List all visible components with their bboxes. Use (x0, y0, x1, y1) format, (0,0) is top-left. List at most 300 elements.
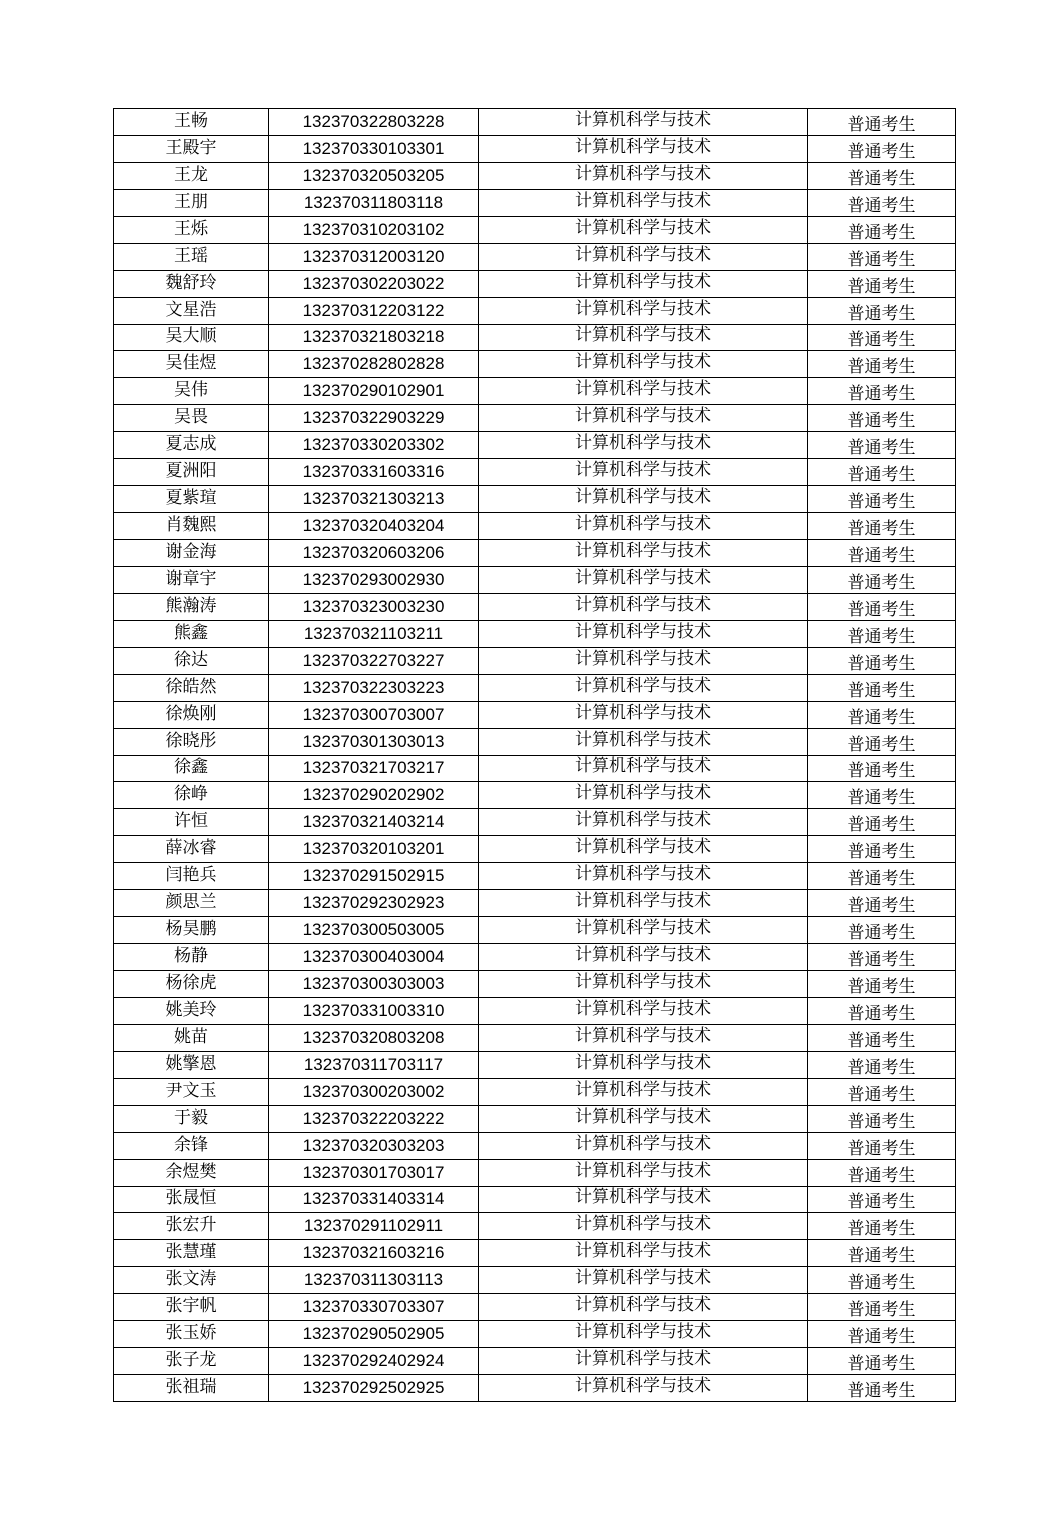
candidate-type-text: 普通考生 (847, 1354, 916, 1375)
exam-number-text: 132370322903229 (302, 408, 445, 428)
major-text: 计算机科学与技术 (575, 837, 711, 858)
table-row (114, 890, 956, 917)
candidate-name-cell (114, 728, 269, 755)
candidate-type-cell (808, 809, 956, 836)
exam-number-text: 132370292502925 (302, 1378, 445, 1398)
exam-number-cell (269, 836, 479, 863)
candidate-name-text: 徐皓然 (165, 676, 217, 697)
exam-number-cell (269, 782, 479, 809)
table-row (114, 728, 956, 755)
exam-number-cell (269, 1078, 479, 1105)
exam-number-cell (269, 1213, 479, 1240)
major-text: 计算机科学与技术 (575, 190, 711, 211)
exam-number-cell (269, 297, 479, 324)
candidate-type-cell (808, 243, 956, 270)
candidate-type-cell (808, 1294, 956, 1321)
candidate-name-text: 杨昊鹏 (165, 919, 217, 940)
major-cell (479, 1348, 808, 1375)
major-cell (479, 540, 808, 567)
candidate-type-text: 普通考生 (847, 465, 916, 486)
major-text: 计算机科学与技术 (575, 1133, 711, 1154)
candidate-type-text: 普通考生 (847, 761, 916, 782)
candidate-name-text: 熊鑫 (174, 622, 208, 643)
candidate-name-cell (114, 647, 269, 674)
candidate-type-text: 普通考生 (847, 1057, 916, 1078)
candidate-name-cell (114, 405, 269, 432)
candidate-name-cell (114, 351, 269, 378)
exam-number-cell (269, 917, 479, 944)
major-cell (479, 782, 808, 809)
exam-number-cell (269, 459, 479, 486)
candidate-name-cell (114, 1375, 269, 1402)
candidate-type-cell (808, 728, 956, 755)
exam-number-text: 132370300703007 (302, 704, 445, 724)
major-cell (479, 1375, 808, 1402)
candidate-name-cell (114, 809, 269, 836)
candidate-type-text: 普通考生 (847, 572, 916, 593)
major-text: 计算机科学与技术 (575, 271, 711, 292)
major-cell (479, 1321, 808, 1348)
major-cell (479, 890, 808, 917)
table-row (114, 1105, 956, 1132)
candidate-name-cell (114, 1321, 269, 1348)
candidate-name-cell (114, 1105, 269, 1132)
candidate-name-text: 姚苗 (174, 1026, 208, 1047)
candidate-table (113, 108, 956, 1402)
exam-number-cell (269, 1348, 479, 1375)
candidate-type-text: 普通考生 (847, 519, 916, 540)
table-row (114, 1186, 956, 1213)
exam-number-text: 132370292402924 (302, 1351, 445, 1371)
candidate-name-text: 徐焕刚 (165, 703, 217, 724)
major-cell (479, 593, 808, 620)
exam-number-cell (269, 701, 479, 728)
candidate-type-text: 普通考生 (847, 599, 916, 620)
major-text: 计算机科学与技术 (575, 864, 711, 885)
exam-number-cell (269, 944, 479, 971)
table-row (114, 1024, 956, 1051)
candidate-name-text: 余锋 (174, 1134, 208, 1155)
exam-number-text: 132370321103211 (303, 623, 444, 643)
major-text: 计算机科学与技术 (575, 217, 711, 238)
candidate-name-cell (114, 674, 269, 701)
candidate-type-cell (808, 1186, 956, 1213)
candidate-name-cell (114, 1267, 269, 1294)
table-row (114, 593, 956, 620)
candidate-type-cell (808, 459, 956, 486)
candidate-name-text: 谢金海 (165, 541, 217, 562)
exam-number-text: 132370290202902 (302, 785, 445, 805)
candidate-name-text: 王畅 (174, 110, 208, 131)
exam-number-cell (269, 405, 479, 432)
candidate-name-cell (114, 863, 269, 890)
exam-number-text: 132370301703017 (302, 1162, 445, 1182)
candidate-type-cell (808, 755, 956, 782)
table-row (114, 620, 956, 647)
candidate-type-cell (808, 189, 956, 216)
candidate-name-cell (114, 162, 269, 189)
candidate-type-cell (808, 378, 956, 405)
exam-number-cell (269, 593, 479, 620)
candidate-name-text: 吴畏 (174, 407, 208, 428)
candidate-name-cell (114, 1078, 269, 1105)
candidate-name-cell (114, 270, 269, 297)
candidate-type-cell (808, 566, 956, 593)
candidate-type-text: 普通考生 (847, 734, 916, 755)
exam-number-cell (269, 189, 479, 216)
major-cell (479, 566, 808, 593)
exam-number-text: 132370321703217 (302, 758, 445, 778)
candidate-type-cell (808, 1105, 956, 1132)
major-text: 计算机科学与技术 (575, 1349, 711, 1370)
major-text: 计算机科学与技术 (575, 1322, 711, 1343)
candidate-name-text: 夏洲阳 (165, 461, 217, 482)
major-text: 计算机科学与技术 (575, 1268, 711, 1289)
candidate-name-cell (114, 297, 269, 324)
exam-number-text: 132370312003120 (302, 246, 445, 266)
candidate-name-text: 熊瀚涛 (165, 595, 217, 616)
major-text: 计算机科学与技术 (575, 379, 711, 400)
candidate-type-cell (808, 351, 956, 378)
major-text: 计算机科学与技术 (575, 891, 711, 912)
candidate-name-cell (114, 836, 269, 863)
table-row (114, 917, 956, 944)
candidate-type-cell (808, 647, 956, 674)
candidate-name-cell (114, 944, 269, 971)
major-text: 计算机科学与技术 (575, 594, 711, 615)
table-row (114, 701, 956, 728)
major-text: 计算机科学与技术 (575, 971, 711, 992)
major-text: 计算机科学与技术 (575, 918, 711, 939)
candidate-type-cell (808, 593, 956, 620)
candidate-type-text: 普通考生 (847, 950, 916, 971)
major-text: 计算机科学与技术 (575, 567, 711, 588)
exam-number-text: 132370293002930 (302, 569, 445, 589)
exam-number-text: 132370321803218 (302, 327, 445, 347)
major-cell (479, 513, 808, 540)
candidate-type-text: 普通考生 (847, 842, 916, 863)
candidate-type-text: 普通考生 (847, 411, 916, 432)
major-text: 计算机科学与技术 (575, 1241, 711, 1262)
table-row (114, 1348, 956, 1375)
table-row (114, 1240, 956, 1267)
candidate-name-cell (114, 135, 269, 162)
exam-number-cell (269, 270, 479, 297)
major-text: 计算机科学与技术 (575, 998, 711, 1019)
table-row (114, 755, 956, 782)
candidate-name-cell (114, 486, 269, 513)
exam-number-cell (269, 1024, 479, 1051)
candidate-name-text: 张文涛 (165, 1269, 217, 1290)
candidate-type-cell (808, 782, 956, 809)
candidate-type-text: 普通考生 (847, 168, 916, 189)
candidate-type-text: 普通考生 (847, 222, 916, 243)
exam-number-text: 132370290102901 (302, 381, 445, 401)
candidate-name-text: 吴佳煜 (165, 353, 217, 374)
table-row (114, 647, 956, 674)
candidate-type-cell (808, 405, 956, 432)
candidate-type-cell (808, 486, 956, 513)
table-row (114, 162, 956, 189)
exam-number-text: 132370330203302 (302, 435, 445, 455)
candidate-name-cell (114, 701, 269, 728)
exam-number-text: 132370331003310 (302, 1000, 445, 1020)
exam-number-cell (269, 324, 479, 351)
major-text: 计算机科学与技术 (575, 540, 711, 561)
major-text: 计算机科学与技术 (575, 460, 711, 481)
exam-number-cell (269, 1321, 479, 1348)
exam-number-text: 132370323003230 (302, 596, 445, 616)
major-cell (479, 997, 808, 1024)
major-text: 计算机科学与技术 (575, 406, 711, 427)
exam-number-text: 132370302203022 (302, 273, 445, 293)
candidate-type-text: 普通考生 (847, 896, 916, 917)
major-cell (479, 189, 808, 216)
candidate-name-text: 张祖瑞 (165, 1377, 217, 1398)
exam-number-text: 132370311803118 (303, 192, 444, 212)
candidate-name-cell (114, 917, 269, 944)
candidate-type-text: 普通考生 (847, 384, 916, 405)
table-row (114, 1213, 956, 1240)
exam-number-text: 132370292302923 (302, 893, 445, 913)
candidate-type-text: 普通考生 (847, 249, 916, 270)
exam-number-cell (269, 1132, 479, 1159)
candidate-name-text: 王烁 (174, 218, 208, 239)
candidate-type-text: 普通考生 (847, 330, 916, 351)
candidate-name-text: 于毅 (174, 1107, 208, 1128)
major-cell (479, 1051, 808, 1078)
table-row (114, 109, 956, 136)
major-text: 计算机科学与技术 (575, 810, 711, 831)
table-row (114, 540, 956, 567)
table-row (114, 836, 956, 863)
candidate-name-text: 张玉娇 (165, 1323, 217, 1344)
major-cell (479, 701, 808, 728)
candidate-type-cell (808, 324, 956, 351)
candidate-type-text: 普通考生 (847, 707, 916, 728)
major-cell (479, 836, 808, 863)
candidate-type-text: 普通考生 (847, 1165, 916, 1186)
major-cell (479, 351, 808, 378)
major-cell (479, 1240, 808, 1267)
candidate-type-cell (808, 432, 956, 459)
candidate-type-cell (808, 1213, 956, 1240)
exam-number-text: 132370320403204 (302, 516, 445, 536)
major-cell (479, 324, 808, 351)
candidate-name-cell (114, 324, 269, 351)
candidate-type-cell (808, 216, 956, 243)
candidate-type-text: 普通考生 (847, 680, 916, 701)
exam-number-cell (269, 1051, 479, 1078)
exam-number-cell (269, 135, 479, 162)
candidate-name-text: 魏舒玲 (165, 272, 217, 293)
candidate-name-cell (114, 890, 269, 917)
candidate-name-cell (114, 432, 269, 459)
major-cell (479, 674, 808, 701)
candidate-type-text: 普通考生 (847, 1111, 916, 1132)
candidate-type-text: 普通考生 (847, 1381, 916, 1402)
exam-number-text: 132370322703227 (302, 650, 445, 670)
major-cell (479, 917, 808, 944)
major-cell (479, 459, 808, 486)
major-text: 计算机科学与技术 (575, 675, 711, 696)
major-cell (479, 1159, 808, 1186)
candidate-name-cell (114, 1024, 269, 1051)
exam-number-text: 132370330703307 (302, 1297, 445, 1317)
major-text: 计算机科学与技术 (575, 648, 711, 669)
candidate-name-cell (114, 189, 269, 216)
exam-number-text: 132370320603206 (302, 542, 445, 562)
candidate-type-cell (808, 701, 956, 728)
candidate-name-text: 王瑶 (174, 245, 208, 266)
exam-number-text: 132370322803228 (302, 111, 445, 131)
major-text: 计算机科学与技术 (575, 756, 711, 777)
major-text: 计算机科学与技术 (575, 163, 711, 184)
exam-number-text: 132370321303213 (302, 489, 445, 509)
candidate-name-text: 张宇帆 (165, 1296, 217, 1317)
exam-number-cell (269, 513, 479, 540)
candidate-type-text: 普通考生 (847, 1246, 916, 1267)
candidate-type-text: 普通考生 (847, 141, 916, 162)
exam-number-cell (269, 162, 479, 189)
candidate-type-cell (808, 1267, 956, 1294)
major-cell (479, 809, 808, 836)
candidate-name-text: 杨徐虎 (165, 972, 217, 993)
table-row (114, 1321, 956, 1348)
table-row (114, 324, 956, 351)
candidate-type-text: 普通考生 (847, 976, 916, 997)
candidate-type-cell (808, 1024, 956, 1051)
candidate-type-text: 普通考生 (847, 1273, 916, 1294)
candidate-type-cell (808, 135, 956, 162)
exam-number-cell (269, 863, 479, 890)
exam-number-text: 132370330103301 (302, 138, 445, 158)
major-cell (479, 755, 808, 782)
candidate-name-cell (114, 378, 269, 405)
exam-number-cell (269, 620, 479, 647)
exam-number-cell (269, 1186, 479, 1213)
major-cell (479, 944, 808, 971)
candidate-type-text: 普通考生 (847, 653, 916, 674)
major-text: 计算机科学与技术 (575, 729, 711, 750)
candidate-name-text: 王朋 (174, 191, 208, 212)
exam-number-cell (269, 1240, 479, 1267)
exam-number-text: 132370291102911 (303, 1216, 444, 1236)
candidate-type-cell (808, 513, 956, 540)
exam-number-cell (269, 432, 479, 459)
table-row (114, 378, 956, 405)
major-cell (479, 620, 808, 647)
table-row (114, 863, 956, 890)
exam-number-text: 132370320303203 (302, 1135, 445, 1155)
major-text: 计算机科学与技术 (575, 433, 711, 454)
table-row (114, 782, 956, 809)
major-cell (479, 1267, 808, 1294)
candidate-name-text: 谢章宇 (165, 568, 217, 589)
candidate-name-text: 吴伟 (174, 380, 208, 401)
exam-number-text: 132370321403214 (302, 812, 445, 832)
candidate-type-text: 普通考生 (847, 1192, 916, 1213)
candidate-type-cell (808, 944, 956, 971)
table-row (114, 971, 956, 998)
exam-number-text: 132370290502905 (302, 1324, 445, 1344)
table-row (114, 486, 956, 513)
major-text: 计算机科学与技术 (575, 1160, 711, 1181)
candidate-name-text: 颜思兰 (165, 892, 217, 913)
exam-number-text: 132370300403004 (302, 947, 445, 967)
major-cell (479, 1105, 808, 1132)
candidate-name-cell (114, 1132, 269, 1159)
candidate-name-text: 徐晓彤 (165, 730, 217, 751)
major-cell (479, 1294, 808, 1321)
candidate-type-cell (808, 1375, 956, 1402)
candidate-type-text: 普通考生 (847, 357, 916, 378)
exam-number-cell (269, 216, 479, 243)
table-row (114, 1078, 956, 1105)
candidate-name-cell (114, 216, 269, 243)
table-row (114, 459, 956, 486)
candidate-type-text: 普通考生 (847, 1300, 916, 1321)
exam-number-text: 132370300303003 (302, 973, 445, 993)
candidate-name-cell (114, 1213, 269, 1240)
exam-number-text: 132370301303013 (302, 731, 445, 751)
exam-number-cell (269, 890, 479, 917)
table-row (114, 1375, 956, 1402)
candidate-type-text: 普通考生 (847, 492, 916, 513)
major-cell (479, 486, 808, 513)
candidate-name-text: 闫艳兵 (165, 865, 217, 886)
exam-number-cell (269, 647, 479, 674)
major-cell (479, 728, 808, 755)
candidate-type-text: 普通考生 (847, 1327, 916, 1348)
exam-number-cell (269, 728, 479, 755)
candidate-type-cell (808, 1132, 956, 1159)
major-cell (479, 270, 808, 297)
candidate-type-cell (808, 109, 956, 136)
exam-number-text: 132370310203102 (302, 219, 445, 239)
major-cell (479, 243, 808, 270)
candidate-type-cell (808, 620, 956, 647)
candidate-type-cell (808, 863, 956, 890)
major-text: 计算机科学与技术 (575, 1106, 711, 1127)
exam-number-cell (269, 755, 479, 782)
exam-number-cell (269, 1267, 479, 1294)
exam-number-text: 132370300503005 (302, 920, 445, 940)
candidate-name-cell (114, 243, 269, 270)
candidate-name-text: 杨静 (174, 946, 208, 967)
table-row (114, 944, 956, 971)
exam-number-cell (269, 997, 479, 1024)
table-row (114, 216, 956, 243)
exam-number-cell (269, 809, 479, 836)
candidate-name-text: 王龙 (174, 164, 208, 185)
candidate-type-cell (808, 1321, 956, 1348)
major-cell (479, 135, 808, 162)
table-row (114, 1294, 956, 1321)
exam-number-text: 132370331603316 (302, 462, 445, 482)
candidate-name-text: 徐鑫 (174, 757, 208, 778)
candidate-type-text: 普通考生 (847, 815, 916, 836)
candidate-type-cell (808, 836, 956, 863)
major-cell (479, 1078, 808, 1105)
table-row (114, 1267, 956, 1294)
exam-number-text: 132370322203222 (302, 1108, 445, 1128)
exam-number-cell (269, 109, 479, 136)
major-cell (479, 162, 808, 189)
exam-number-text: 132370312203122 (302, 300, 445, 320)
candidate-type-cell (808, 1159, 956, 1186)
table-row (114, 351, 956, 378)
